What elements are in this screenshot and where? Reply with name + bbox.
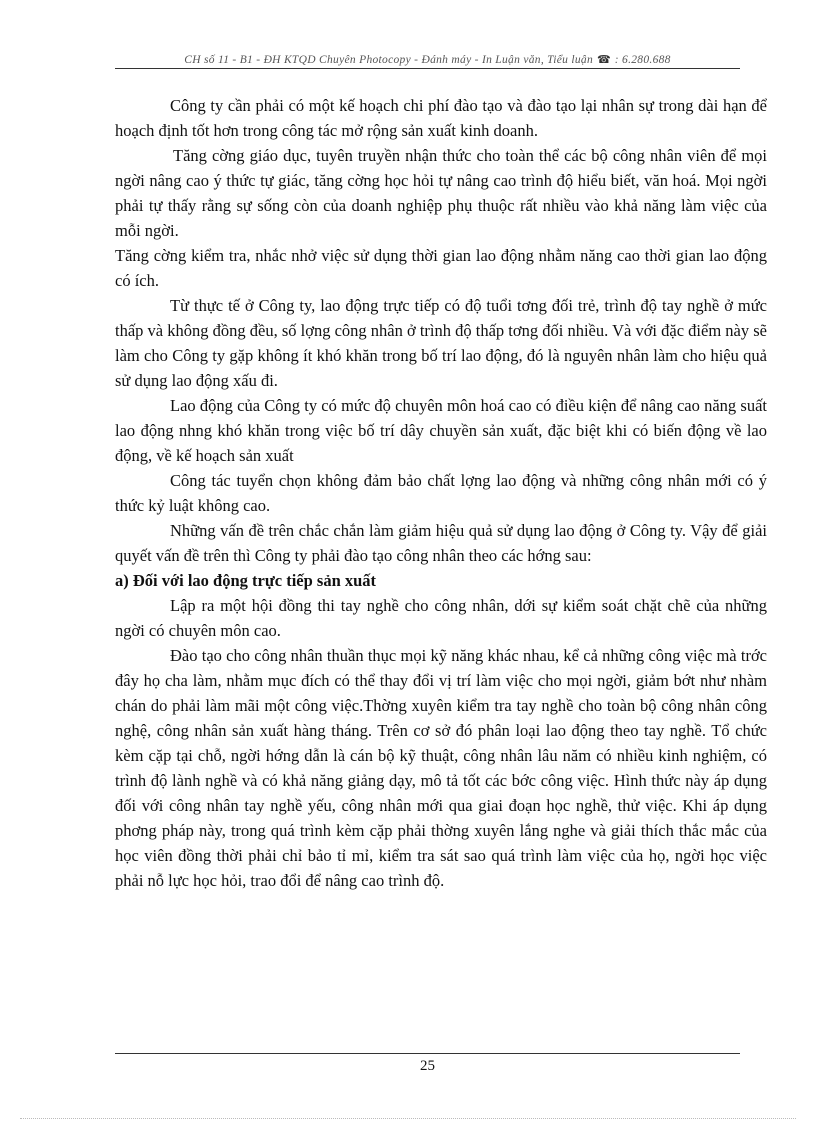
- telephone-icon: ☎: [597, 54, 611, 66]
- page-number: 25: [420, 1058, 435, 1074]
- paragraph: Tăng cờng giáo dục, tuyên truyền nhận thức cho toàn thể các bộ công nhân viên để mọi ngời nâng cao ý thức tự giác, tăng cờng học hỏi tự nâng cao trình độ hiểu biết, văn hoá. Mọi ngời phải tự thấy rằng sự sống còn của doanh nghiệp phụ thuộc rất nhiều vào khả năng làm việc của mỗi ngời.: [115, 146, 767, 240]
- page-bottom-border: [20, 1118, 796, 1119]
- footer-divider: [115, 1053, 740, 1054]
- paragraph: Lao động của Công ty có mức độ chuyên môn hoá cao có điều kiện để nâng cao năng suất lao động nhng khó khăn trong việc bố trí dây chuyền sản xuất, đặc biệt khi có biến động về lao động, về kế hoạch sản xuất: [115, 396, 767, 465]
- paragraph: Lập ra một hội đồng thi tay nghề cho công nhân, dới sự kiểm soát chặt chẽ của những ngời có chuyên môn cao.: [115, 596, 767, 640]
- page-header: [115, 50, 740, 69]
- section-heading: a) Đối với lao động trực tiếp sản xuất: [115, 571, 377, 590]
- header-text: CH số 11 - B1 - ĐH KTQD Chuyên Photocopy - Đánh máy - In Luận văn, Tiểu luận: [184, 54, 594, 66]
- paragraph: Tăng cờng kiểm tra, nhắc nhở việc sử dụng thời gian lao động nhằm năng cao thời gian lao động có ích.: [115, 246, 767, 290]
- paragraph: Từ thực tế ở Công ty, lao động trực tiếp có độ tuổi tơng đối trẻ, trình độ tay nghề ở mức thấp và không đồng đều, số lợng công nhân ở trình độ thấp tơng đối nhiều. Và với đặc điểm này sẽ làm cho Công ty gặp không ít khó khăn trong bố trí lao động, đó là nguyên nhân làm cho hiệu quả sử dụng lao động xấu đi.: [115, 296, 767, 390]
- document-body: [115, 93, 767, 893]
- paragraph: Những vấn đề trên chắc chắn làm giảm hiệu quả sử dụng lao động ở Công ty. Vậy để giải quyết vấn đề trên thì Công ty phải đào tạo công nhân theo các hớng sau:: [115, 521, 767, 565]
- paragraph: Đào tạo cho công nhân thuần thục mọi kỹ năng khác nhau, kể cả những công việc mà trớc đây họ cha làm, nhằm mục đích có thể thay đổi vị trí làm việc cho mọi ngời, giảm bớt như nhàm chán do phải làm mãi một công việc.Thờng xuyên kiểm tra tay nghề cho toàn bộ công nhân công nghệ, công nhân sản xuất hàng tháng. Trên cơ sở đó phân loại lao động theo tay nghề. Tổ chức kèm cặp tại chỗ, ngời hớng dẫn là cán bộ kỹ thuật, công nhân lâu năm có nhiều kinh nghiệm, có trình độ lành nghề và có khả năng giảng dạy, mô tả tốt các bớc công việc. Hình thức này áp dụng đối với công nhân tay nghề yếu, công nhân mới qua giai đoạn học nghề, thử việc. Khi áp dụng phơng pháp này, trong quá trình kèm cặp phải thờng xuyên lắng nghe và giải thích thắc mắc của học viên đồng thời phải chỉ bảo tỉ mỉ, kiểm tra sát sao quá trình làm việc của họ, ngời học việc phải nỗ lực học hỏi, trao đổi để nâng cao trình độ.: [115, 646, 767, 890]
- paragraph: Công ty cần phải có một kế hoạch chi phí đào tạo và đào tạo lại nhân sự trong dài hạn để hoạch định tốt hơn trong công tác mở rộng sản xuất kinh doanh.: [115, 96, 767, 140]
- header-phone: : 6.280.688: [614, 54, 671, 66]
- paragraph: Công tác tuyển chọn không đảm bảo chất lợng lao động và những công nhân mới có ý thức kỷ luật không cao.: [115, 471, 767, 515]
